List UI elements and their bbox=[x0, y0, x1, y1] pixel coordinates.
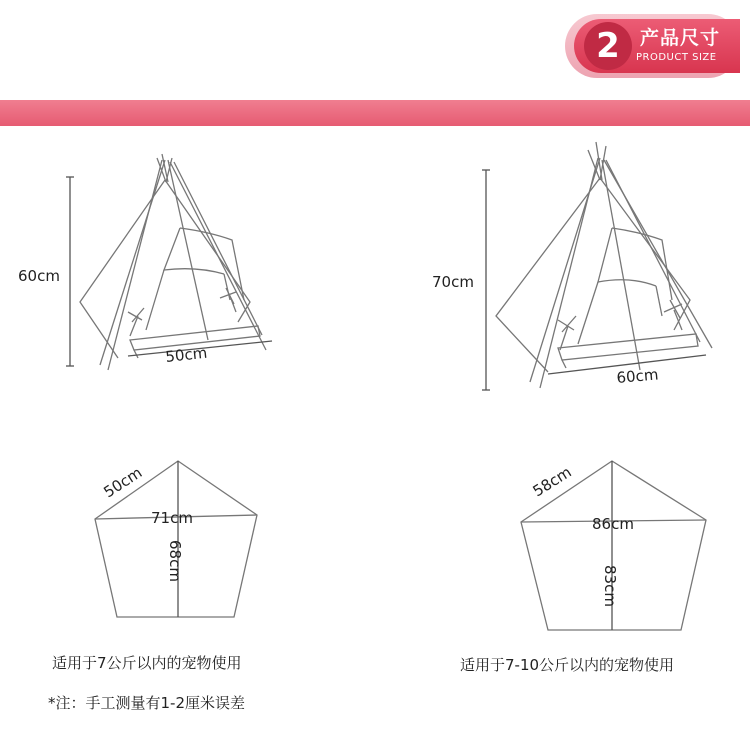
small-width-label: 50cm bbox=[164, 343, 209, 366]
large-depth-label: 83cm bbox=[601, 565, 619, 607]
small-height-label: 60cm bbox=[18, 267, 60, 285]
large-side-label: 58cm bbox=[529, 462, 575, 501]
small-usage-note: 适用于7公斤以内的宠物使用 bbox=[52, 654, 242, 672]
badge-number: 2 bbox=[584, 22, 632, 70]
large-width-label: 60cm bbox=[615, 365, 660, 387]
small-diagonal-label: 71cm bbox=[151, 509, 193, 527]
section-title: 产品尺寸 bbox=[640, 27, 721, 49]
section-subtitle: PRODUCT SIZE bbox=[636, 52, 717, 63]
small-depth-label: 68cm bbox=[166, 540, 184, 582]
large-tent-illustration bbox=[482, 142, 712, 390]
large-usage-note: 适用于7-10公斤以内的宠物使用 bbox=[460, 656, 675, 674]
large-diagonal-label: 86cm bbox=[592, 515, 634, 533]
large-height-label: 70cm bbox=[432, 273, 474, 291]
small-side-label: 50cm bbox=[100, 463, 146, 502]
measurement-footnote: *注：手工测量有1-2厘米误差 bbox=[48, 694, 246, 712]
small-tent-illustration bbox=[66, 154, 272, 370]
